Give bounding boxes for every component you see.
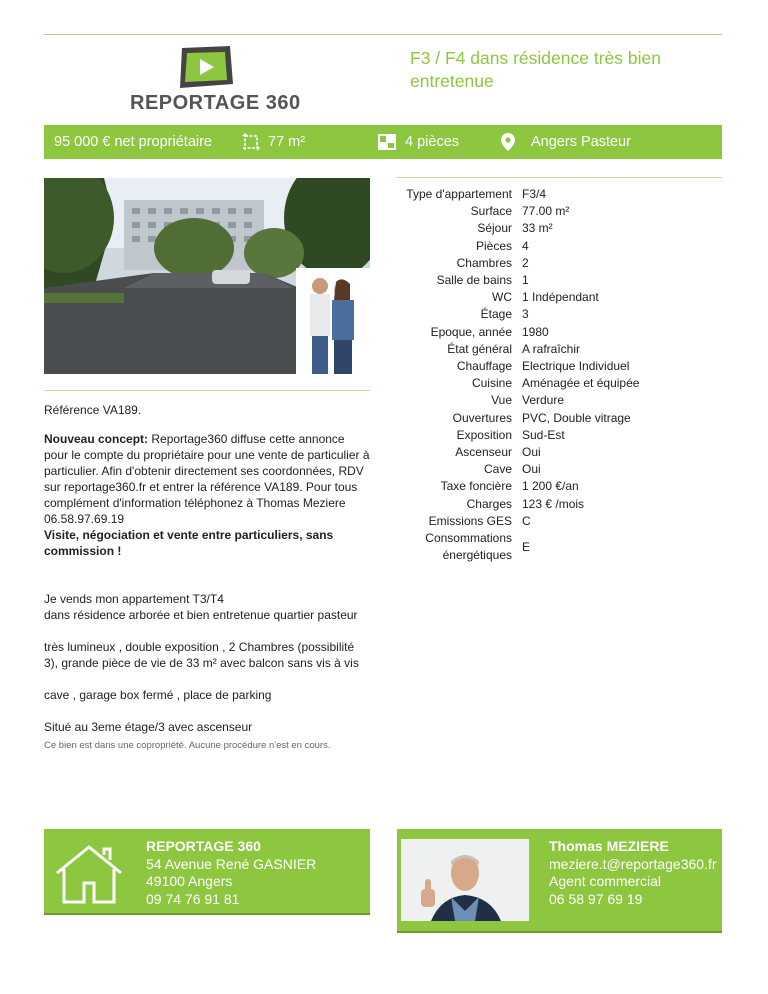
agency-phone[interactable]: 09 74 76 91 81: [146, 890, 240, 907]
spec-label: Chauffage: [456, 359, 512, 374]
spec-label: Ascenseur: [455, 445, 512, 460]
top-divider: [44, 34, 722, 35]
spec-label: Pièces: [475, 238, 512, 253]
spec-value: 123 € /mois: [522, 496, 585, 511]
agent-photo: [401, 839, 529, 921]
spec-row: [400, 513, 639, 530]
spec-value: C: [522, 513, 531, 528]
concept-label: Nouveau concept:: [44, 432, 149, 446]
description: [44, 399, 370, 754]
spec-label: Exposition: [456, 427, 512, 442]
agency-city: 49100 Angers: [146, 873, 233, 889]
spec-value: 33 m²: [522, 221, 553, 236]
spec-label: Surface: [470, 204, 512, 219]
spec-value: Aménagée et équipée: [522, 376, 640, 391]
spec-row: [400, 238, 639, 255]
specs-table: [400, 186, 722, 564]
agent-role: Agent commercial: [549, 873, 662, 889]
map-pin-icon: [501, 133, 515, 151]
spec-row: [400, 186, 639, 203]
spec-row: [400, 220, 639, 237]
spec-label: Consommations énergétiques: [425, 531, 512, 563]
spec-value: Oui: [522, 462, 541, 477]
spec-value: 4: [522, 238, 529, 253]
spec-row: [400, 461, 639, 478]
agent-info: [549, 838, 717, 908]
location-value: Angers Pasteur: [531, 134, 631, 150]
concept-highlight: Visite, négociation et vente entre particuliers, sans commission !: [44, 528, 334, 558]
property-photo[interactable]: [44, 178, 370, 374]
spec-label: Type d'appartement: [406, 187, 512, 201]
concept-paragraph: [44, 431, 370, 527]
spec-row: [400, 341, 639, 358]
spec-row: [400, 392, 639, 409]
agent-email[interactable]: meziere.t@reportage360.fr: [549, 855, 717, 872]
summary-bar: [44, 125, 722, 159]
spec-label: Cave: [483, 462, 512, 477]
spec-row: [400, 255, 639, 272]
spec-label: WC: [492, 290, 512, 305]
spec-value: F3/4: [522, 187, 547, 201]
agent-name: Thomas MEZIERE: [549, 838, 669, 854]
spec-row: [400, 306, 639, 323]
spec-row: [400, 289, 639, 306]
spec-value: A rafraîchir: [522, 341, 581, 356]
desc-line-2: dans résidence arborée et bien entretenue quartier pasteur: [44, 608, 358, 622]
agent-card: [397, 829, 722, 933]
spec-value: 3: [522, 307, 529, 322]
logo-text: REPORTAGE 360: [130, 92, 301, 114]
surface-value: 77 m²: [268, 134, 306, 150]
spec-row: [400, 530, 639, 564]
concept-text: Reportage360 diffuse cette annonce pour le compte du propriétaire pour une vente de particulier à particulier. Afin d'obtenir directement ses coordonnées, RDV sur reportage360.fr et entrer la référence VA189. Pour tous complément d'information téléphonez à Thomas Meziere 06.58.97.69.19: [44, 432, 370, 526]
copropriete-note: Ce bien est dans une copropriété. Aucune procédure n'est en cours.: [44, 740, 331, 751]
spec-value: Electrique Individuel: [522, 359, 630, 374]
spec-value: 1 Indépendant: [522, 290, 599, 305]
spec-label: État général: [447, 341, 512, 356]
agency-card: [44, 829, 370, 915]
spec-value: Oui: [522, 445, 541, 460]
spec-row: [400, 444, 639, 461]
spec-value: Verdure: [522, 393, 565, 408]
reference: Référence VA189.: [44, 403, 142, 417]
desc-paragraph-2: très lumineux , double exposition , 2 Chambres (possibilité 3), grande pièce de vie de 33 m² avec balcon sans vis à vis: [44, 640, 359, 670]
spec-value: 1: [522, 273, 529, 288]
desc-paragraph-3: cave , garage box fermé , place de parking: [44, 688, 272, 702]
agency-name: REPORTAGE 360: [146, 838, 261, 854]
play-screen-icon: [176, 44, 236, 92]
spec-label: Étage: [480, 307, 512, 322]
spec-label: Cuisine: [471, 376, 512, 391]
spec-label: Séjour: [477, 221, 512, 236]
spec-row: [400, 358, 639, 375]
surface-summary: [242, 125, 305, 159]
spec-label: Vue: [491, 393, 512, 408]
spec-value: E: [522, 539, 531, 554]
listing-title: F3 / F4 dans résidence très bien entretenue: [410, 48, 661, 91]
spec-label: Epoque, année: [430, 324, 512, 339]
agency-info: [146, 838, 316, 908]
description-divider: [44, 390, 370, 391]
spec-label: Emissions GES: [428, 513, 512, 528]
spec-label: Taxe foncière: [440, 479, 512, 494]
spec-value: 77.00 m²: [522, 204, 570, 219]
price: 95 000 € net propriétaire: [54, 134, 212, 150]
spec-row: [400, 427, 639, 444]
specs-divider: [396, 177, 722, 178]
spec-value: 2: [522, 255, 529, 270]
agent-phone[interactable]: 06 58 97 69 19: [549, 890, 643, 907]
spec-label: Ouvertures: [452, 410, 512, 425]
desc-paragraph-4: Situé au 3eme étage/3 avec ascenseur: [44, 720, 253, 734]
location-summary: [501, 125, 631, 159]
spec-row: [400, 324, 639, 341]
spec-label: Salle de bains: [436, 273, 512, 288]
spec-value: Sud-Est: [522, 427, 565, 442]
desc-line-1: Je vends mon appartement T3/T4: [44, 592, 224, 606]
spec-value: 1980: [522, 324, 549, 339]
logo[interactable]: [120, 44, 301, 118]
agency-address: 54 Avenue René GASNIER: [146, 855, 317, 872]
rooms-icon: [377, 133, 397, 151]
rooms-summary: [377, 125, 459, 159]
spec-value: 1 200 €/an: [522, 479, 579, 494]
house-icon: [54, 843, 124, 905]
spec-row: [400, 410, 639, 427]
spec-label: Charges: [466, 496, 512, 511]
spec-row: [400, 203, 639, 220]
spec-value: PVC, Double vitrage: [522, 410, 631, 425]
spec-row: [400, 272, 639, 289]
spec-row: [400, 375, 639, 392]
surface-icon: [242, 133, 260, 151]
rooms-value: 4 pièces: [405, 134, 460, 150]
spec-label: Chambres: [456, 255, 512, 270]
spec-row: [400, 478, 639, 495]
spec-row: [400, 496, 639, 513]
